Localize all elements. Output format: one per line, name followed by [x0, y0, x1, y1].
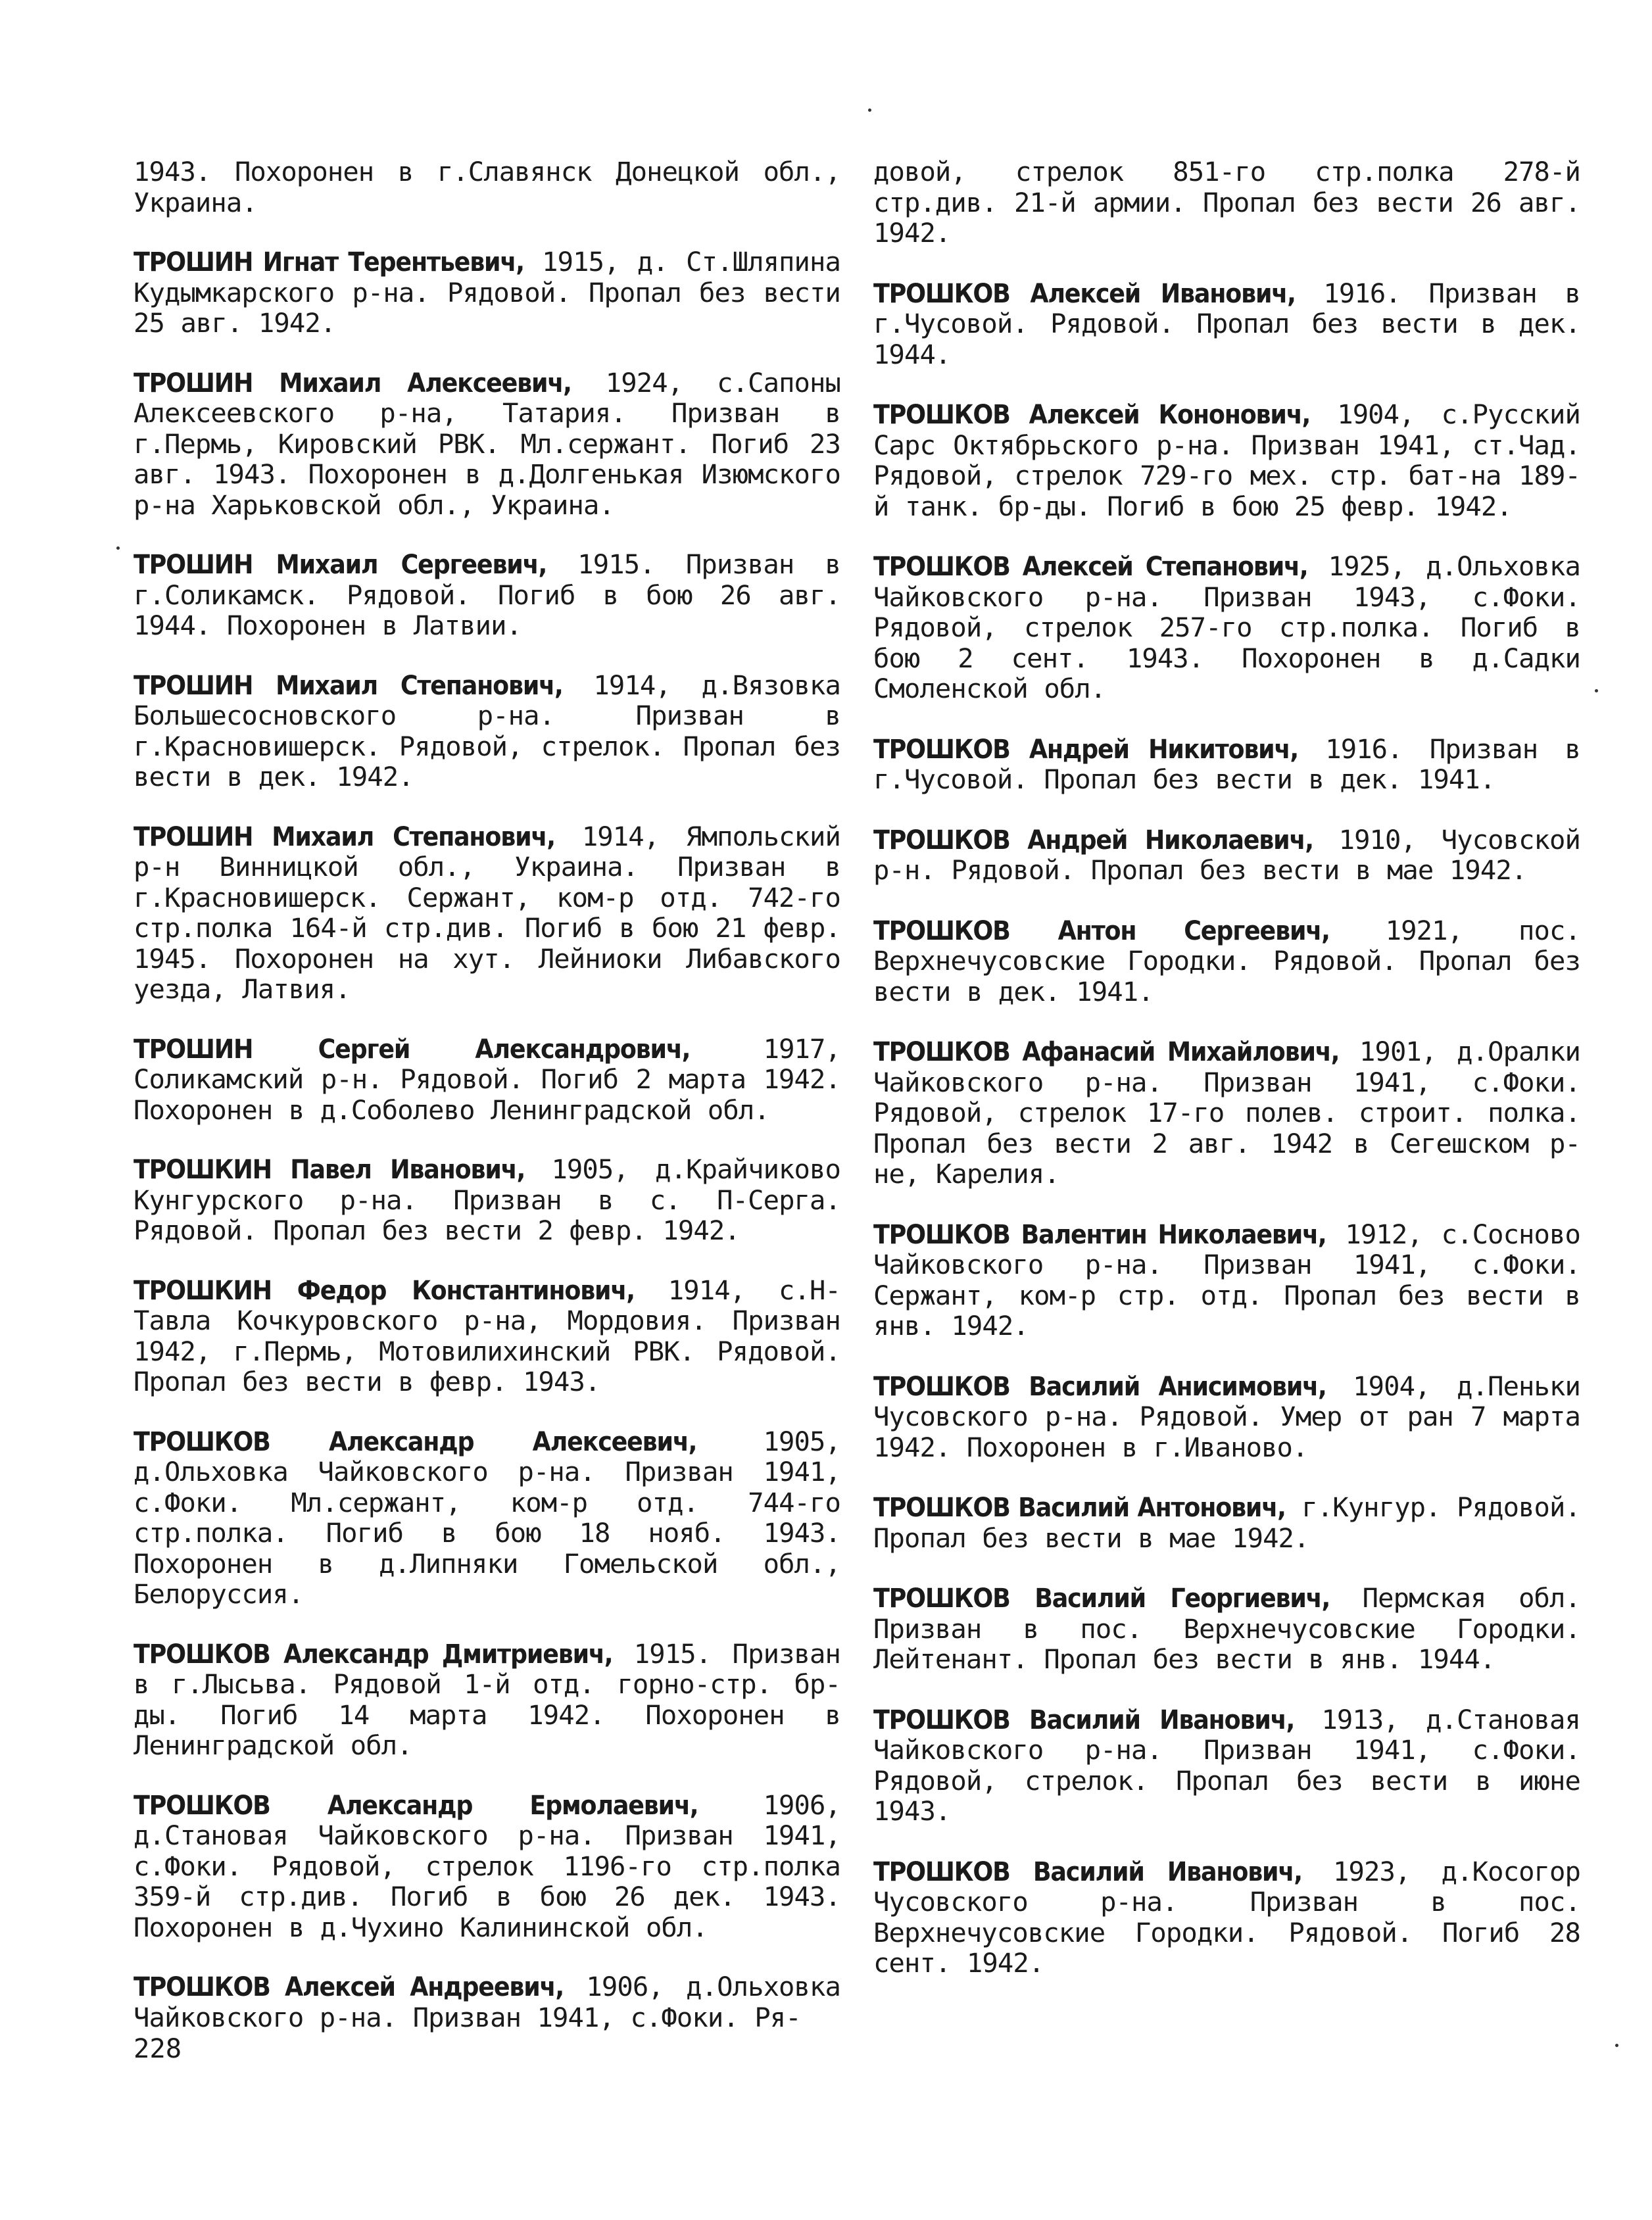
entry-text: 1912, с.Сосново Чайковского р-на. Призван 1941, с.Фоки. Сержант, ком-р стр. отд. Пропал без вести в янв. 1942. — [873, 1218, 1580, 1341]
entry-name: ТРОШКОВ Алексей Иванович, — [873, 277, 1296, 309]
entry-text: 1904, с.Русский Сарс Октябрьского р-на. Призван 1941, ст.Чад. Рядовой, стрелок 729-го мех. стр. бат-на 189-й танк. бр-ды. Погиб в бою 25 февр. 1942. — [873, 398, 1580, 522]
entry-name: ТРОШКОВ Александр Дмитриевич, — [134, 1637, 613, 1670]
entry-name: ТРОШКОВ Антон Сергеевич, — [873, 914, 1330, 946]
entry — [873, 915, 1580, 1007]
entry — [873, 1036, 1580, 1190]
entry-name: ТРОШКОВ Валентин Николаевич, — [873, 1218, 1326, 1250]
entry-name: ТРОШКИН Павел Иванович, — [134, 1153, 525, 1185]
entry — [134, 670, 840, 792]
entry-name: ТРОШКОВ Афанасий Михайлович, — [873, 1036, 1340, 1067]
entry — [873, 1371, 1580, 1463]
entry-text: 1910, Чусовской р-н. Рядовой. Пропал без вести в мае 1942. — [873, 823, 1581, 886]
entry-text: Пермская обл. Призван в пос. Верхнечусовские Городки. Лейтенант. Пропал без вести в янв. 1944. — [873, 1582, 1580, 1675]
right-column — [873, 157, 1580, 2008]
entry-text: 1913, д.Становая Чайковского р-на. Призван 1941, с.Фоки. Рядовой, стрелок. Пропал без вести в июне 1943. — [873, 1703, 1580, 1827]
scan-speck — [116, 546, 120, 550]
entry-text: 1914, Ямпольский р-н Винницкой обл., Украина. Призван в г.Красновишерск. Сержант, ком-р отд. 742-го стр.полка 164-й стр.див. Погиб в бою 21 февр. 1945. Похоронен на хут. Лейниоки Либавского уезда, Латвия. — [134, 820, 841, 1005]
entry — [134, 247, 840, 339]
entry — [873, 278, 1580, 370]
entry-text: г.Кунгур. Рядовой. Пропал без вести в мае 1942. — [873, 1491, 1580, 1554]
page-number: 228 — [134, 2033, 182, 2064]
entry-name: ТРОШИН Игнат Терентьевич, — [134, 246, 524, 278]
entry-name: ТРОШКОВ Алексей Андреевич, — [134, 1971, 564, 2002]
entry-name: ТРОШКОВ Алексей Кононович, — [873, 398, 1311, 430]
entry — [873, 1583, 1580, 1675]
entry — [873, 825, 1580, 886]
entry-text: 1904, д.Пеньки Чусовского р-на. Рядовой. Умер от ран 7 марта 1942. Похоронен в г.Иваново. — [873, 1370, 1580, 1463]
entry-text: 1905, д.Крайчиково Кунгурского р-на. Призван в с. П-Серга. Рядовой. Пропал без вести 2 февр. 1942. — [134, 1153, 840, 1246]
entry — [134, 1275, 840, 1397]
entry-name: ТРОШКИН Федор Константинович, — [134, 1274, 635, 1306]
entry-text: 1917, Соликамский р-н. Рядовой. Погиб 2 марта 1942. Похоронен в д.Соболево Ленинградской обл. — [134, 1032, 840, 1126]
entry-text: 1921, пос. Верхнечусовские Городки. Рядовой. Пропал без вести в дек. 1941. — [873, 914, 1580, 1007]
entry-text: 1916. Призван в г.Чусовой. Пропал без вести в дек. 1941. — [873, 733, 1581, 795]
entry-text: 1906, д.Становая Чайковского р-на. Призван 1941, с.Фоки. Рядовой, стрелок 1196-го стр.полка 359-й стр.див. Погиб в бою 26 дек. 1943. Похоронен в д.Чухино Калининской обл. — [134, 1789, 840, 1943]
entry-name: ТРОШКОВ Василий Георгиевич, — [873, 1582, 1330, 1614]
entry — [873, 157, 1580, 249]
entry-name: ТРОШКОВ Александр Алексеевич, — [134, 1425, 697, 1457]
entry — [873, 551, 1580, 704]
entry-text: 1916. Призван в г.Чусовой. Рядовой. Пропал без вести в дек. 1944. — [873, 277, 1580, 370]
entry-name: ТРОШКОВ Андрей Никитович, — [873, 733, 1298, 765]
entry-text: 1915, д. Ст.Шляпина Кудымкарского р-на. Рядовой. Пропал без вести 25 авг. 1942. — [134, 246, 840, 339]
entry-name: ТРОШКОВ Василий Иванович, — [873, 1855, 1302, 1887]
entry — [134, 549, 840, 641]
entry — [134, 1154, 840, 1246]
scan-speck — [868, 109, 871, 112]
entry-text: 1914, с.Н-Тавла Кочкуровского р-на, Мордовия. Призван 1942, г.Пермь, Мотовилихинский РВК. Рядовой. Пропал без вести в февр. 1943. — [134, 1274, 840, 1397]
entry-name: ТРОШИН Михаил Степанович, — [134, 820, 555, 852]
entry-name: ТРОШКОВ Алексей Степанович, — [873, 550, 1308, 582]
entry-name: ТРОШКОВ Василий Антонович, — [873, 1491, 1286, 1523]
entry-text: 1943. Похоронен в г.Славянск Донецкой обл., Украина. — [134, 156, 840, 218]
entry-name: ТРОШКОВ Андрей Николаевич, — [873, 823, 1313, 856]
entry — [134, 368, 840, 521]
entry — [134, 1426, 840, 1610]
entry-name: ТРОШИН Сергей Александрович, — [134, 1032, 691, 1065]
entry — [134, 157, 840, 218]
left-column — [134, 157, 840, 2062]
entry — [873, 734, 1580, 795]
entry-text: 1925, д.Ольховка Чайковского р-на. Призван 1943, с.Фоки. Рядовой, стрелок 257-го стр.полка. Погиб в бою 2 сент. 1943. Похоронен в д.Садки Смоленской обл. — [873, 550, 1580, 704]
entry — [134, 1790, 840, 1943]
entry-name: ТРОШКОВ Василий Иванович, — [873, 1703, 1295, 1735]
entry-name: ТРОШИН Михаил Степанович, — [134, 669, 563, 701]
entry — [134, 821, 840, 1005]
entry — [873, 1856, 1580, 1979]
entry — [873, 399, 1580, 521]
entry — [134, 1971, 840, 2033]
entry-text: 1906, д.Ольховка Чайковского р-на. Призван 1941, с.Фоки. Ря- — [134, 1971, 840, 2033]
scan-speck — [1615, 2044, 1618, 2047]
entry — [873, 1704, 1580, 1827]
entry — [873, 1492, 1580, 1553]
scan-speck — [1595, 689, 1598, 692]
entry-name: ТРОШИН Михаил Алексеевич, — [134, 366, 571, 398]
entry-text: 1924, с.Сапоны Алексеевского р-на, Татария. Призван в г.Пермь, Кировский РВК. Мл.сержант. Погиб 23 авг. 1943. Похоронен в д.Долгенькая Изюмского р-на Харьковской обл., Украина. — [134, 366, 841, 521]
entry-text: 1914, д.Вязовка Большесосновского р-на. Призван в г.Красновишерск. Рядовой, стрелок. Пропал без вести в дек. 1942. — [134, 669, 840, 792]
entry-text: 1915. Призван в г.Лысьва. Рядовой 1-й отд. горно-стр. бр-ды. Погиб 14 марта 1942. Похоронен в Ленинградской обл. — [134, 1637, 841, 1761]
entry-text: 1923, д.Косогор Чусовского р-на. Призван в пос. Верхнечусовские Городки. Рядовой. Погиб 28 сент. 1942. — [873, 1855, 1581, 1979]
entry-name: ТРОШИН Михаил Сергеевич, — [134, 548, 547, 580]
entry — [873, 1219, 1580, 1341]
entry-text: 1905, д.Ольховка Чайковского р-на. Призван 1941, с.Фоки. Мл.сержант, ком-р отд. 744-го стр.полка. Погиб в бою 18 нояб. 1943. Похоронен в д.Липняки Гомельской обл., Белоруссия. — [134, 1425, 840, 1610]
entry — [134, 1034, 840, 1126]
entry-text: 1915. Призван в г.Соликамск. Рядовой. Погиб в бою 26 авг. 1944. Похоронен в Латвии. — [134, 548, 840, 641]
entry-text: довой, стрелок 851-го стр.полка 278-й стр.див. 21-й армии. Пропал без вести 26 авг. 1942. — [873, 156, 1580, 249]
entry-text: 1901, д.Оралки Чайковского р-на. Призван 1941, с.Фоки. Рядовой, стрелок 17-го полев. строит. полка. Пропал без вести 2 авг. 1942 в Сегешском р-не, Карелия. — [873, 1036, 1580, 1190]
entry-name: ТРОШКОВ Василий Анисимович, — [873, 1370, 1326, 1402]
entry-name: ТРОШКОВ Александр Ермолаевич, — [134, 1789, 698, 1821]
entry — [134, 1639, 840, 1761]
